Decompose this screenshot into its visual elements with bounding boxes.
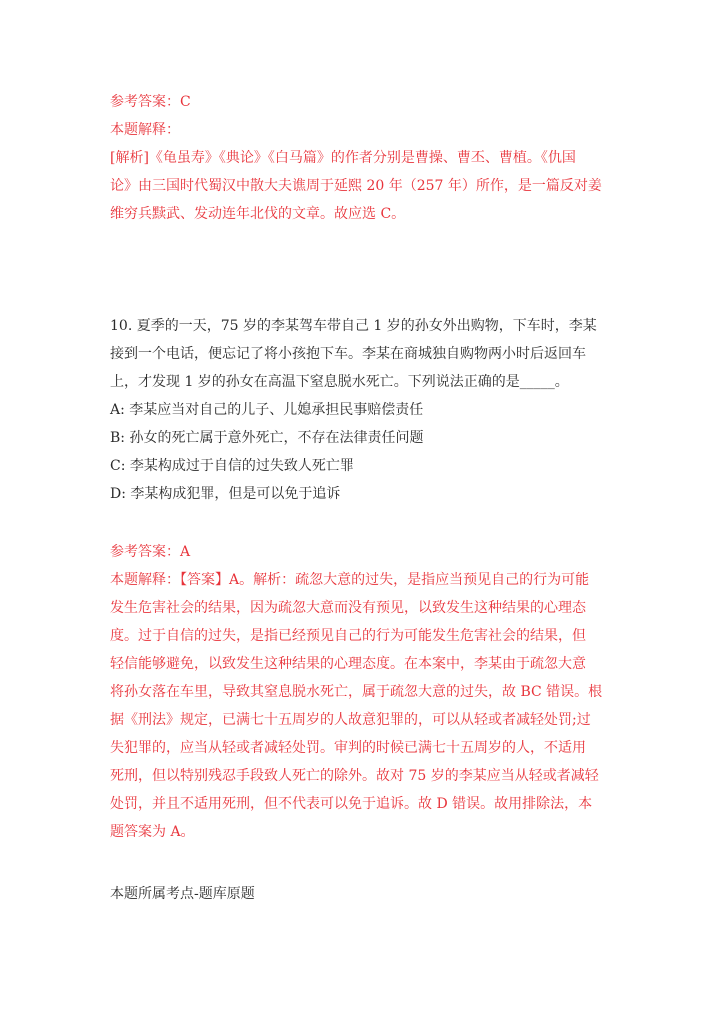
q10-question-block — [110, 312, 610, 508]
q10-option-c: C: 李某构成过于自信的过失致人死亡罪 — [110, 458, 354, 474]
q10-reference-answer: 参考答案：A — [110, 544, 191, 560]
q10-explanation-line: 本题解释：【答案】A。解析：疏忽大意的过失，是指应当预见自己的行为可能 — [110, 572, 590, 588]
q10-explanation-line: 题答案为 A。 — [110, 824, 195, 840]
q10-explanation-line: 度。过于自信的过失，是指已经预见自己的行为可能发生危害社会的结果，但 — [110, 628, 586, 644]
q10-option-a: A: 李某应当对自己的儿子、儿媳承担民事赔偿责任 — [110, 402, 424, 418]
q9-explanation-label: 本题解释： — [110, 122, 180, 138]
q10-option-d: D: 李某构成犯罪，但是可以免于追诉 — [110, 486, 341, 502]
q9-explanation-line: 维穷兵黩武、发动连年北伐的文章。故应选 C。 — [110, 206, 406, 222]
q10-stem-line: 接到一个电话，便忘记了将小孩抱下车。李某在商城独自购物两小时后返回车 — [110, 346, 586, 362]
source-note-block — [110, 880, 610, 908]
q10-option-b: B: 孙女的死亡属于意外死亡，不存在法律责任问题 — [110, 430, 424, 446]
q10-explanation-line: 死刑，但以特别残忍手段致人死亡的除外。故对 75 岁的李某应当从轻或者减轻 — [110, 768, 599, 784]
q9-reference-answer: 参考答案：C — [110, 94, 191, 110]
q10-explanation-line: 发生危害社会的结果，因为疏忽大意而没有预见，以致发生这种结果的心理态 — [110, 600, 586, 616]
q9-explanation-line: [解析]《龟虽寿》《典论》《白马篇》的作者分别是曹操、曹丕、曹植。《仇国 — [110, 150, 576, 166]
source-note: 本题所属考点-题库原题 — [110, 886, 255, 902]
q10-stem-line: 上，才发现 1 岁的孙女在高温下窒息脱水死亡。下列说法正确的是_____。 — [110, 374, 569, 390]
q10-explanation-line: 将孙女落在车里，导致其窒息脱水死亡，属于疏忽大意的过失，故 BC 错误。根 — [110, 684, 603, 700]
q9-explanation-line: 论》由三国时代蜀汉中散大夫谯周于延熙 20 年（257 年）所作，是一篇反对姜 — [110, 178, 602, 194]
q10-explanation-line: 处罚，并且不适用死刑，但不代表可以免于追诉。故 D 错误。故用排除法，本 — [110, 796, 593, 812]
q10-stem-line: 10. 夏季的一天，75 岁的李某驾车带自己 1 岁的孙女外出购物，下车时，李某 — [110, 318, 597, 334]
q10-answer-block — [110, 538, 610, 846]
q10-explanation-line: 失犯罪的，应当从轻或者减轻处罚。审判的时候已满七十五周岁的人，不适用 — [110, 740, 586, 756]
q10-explanation-line: 据《刑法》规定，已满七十五周岁的人故意犯罪的，可以从轻或者减轻处罚;过 — [110, 712, 591, 728]
q10-explanation-line: 轻信能够避免，以致发生这种结果的心理态度。在本案中，李某由于疏忽大意 — [110, 656, 586, 672]
q9-answer-block — [110, 88, 610, 228]
